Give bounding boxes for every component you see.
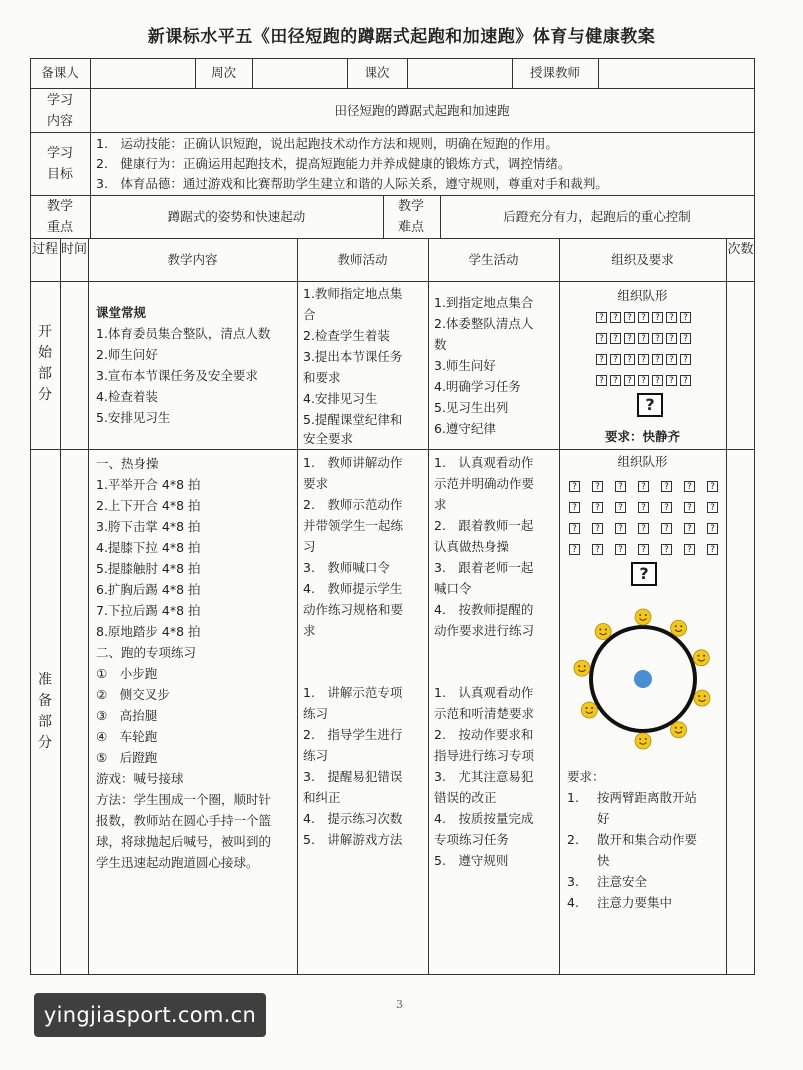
student-line: 1.到指定地点集合: [434, 295, 534, 310]
student-marker-icon: ?: [569, 544, 580, 555]
student-marker-icon: ?: [569, 502, 580, 513]
teacher-line: 练习: [303, 748, 329, 763]
student-line: 2. 按动作要求和: [434, 727, 534, 742]
col-count: 次数: [727, 242, 754, 257]
teacher-line: 求: [303, 623, 316, 638]
student-marker-icon: ?: [592, 481, 603, 492]
col-content: 教学内容: [167, 252, 218, 267]
student-marker-icon: ?: [624, 333, 635, 344]
student-marker-icon: ?: [638, 354, 649, 365]
student-line: 喊口令: [434, 581, 472, 596]
content-line: 报数，教师站在圆心手持一个篮: [96, 813, 272, 828]
teacher-marker-icon: ?: [637, 393, 663, 417]
student-marker-icon: ?: [596, 333, 607, 344]
student-marker-icon: ?: [638, 481, 649, 492]
requirements-label: 要求：: [567, 769, 605, 784]
student-marker-icon: ?: [615, 502, 626, 513]
content-label: 学习内容: [46, 93, 73, 129]
student-marker-icon: ?: [666, 333, 677, 344]
student-line: 4. 按教师提醒的: [434, 602, 534, 617]
student-line: 4.明确学习任务: [434, 379, 521, 394]
student-line: 5.见习生出列: [434, 400, 509, 415]
student-marker-icon: ?: [661, 481, 672, 492]
student-marker-icon: ?: [707, 502, 718, 513]
content-line: 1.体育委员集合整队，清点人数: [96, 326, 271, 341]
student-line: 4. 按质按量完成: [434, 811, 534, 826]
goal-item: 3. 体育品德：通过游戏和比赛帮助学生建立和谐的人际关系，遵守规则，尊重对手和裁判。: [96, 176, 608, 191]
document-title: 新课标水平五《田径短跑的蹲踞式起跑和加速跑》体育与健康教案: [147, 27, 656, 47]
content-line: 7.下拉后踢 4*8 拍: [96, 603, 201, 618]
teacher-line: 4. 教师提示学生: [303, 581, 403, 596]
start-section-label: 开始部分: [38, 324, 52, 403]
content-line: ① 小步跑: [96, 666, 158, 681]
student-line: 错误的改正: [434, 790, 497, 805]
week-label: 周次: [210, 65, 236, 80]
student-marker-icon: ?: [666, 354, 677, 365]
student-line: 示范并明确动作要: [434, 476, 535, 491]
student-marker-icon: ?: [684, 502, 695, 513]
teacher-line: 动作练习规格和要: [303, 602, 404, 617]
col-teacher: 教师活动: [337, 252, 388, 267]
smiley-student-icon: [671, 722, 687, 738]
org-title: 组织队形: [617, 454, 668, 469]
teacher-line: 5.提醒课堂纪律和: [303, 412, 403, 427]
preparer-label: 备课人: [41, 65, 79, 80]
teacher-line: 3.提出本节课任务: [303, 349, 403, 364]
teacher-line: 合: [303, 307, 316, 322]
teacher-line: 1. 讲解示范专项: [303, 685, 403, 700]
content-line: 3.胯下击掌 4*8 拍: [96, 519, 201, 534]
content-line: 学生迅速起动跑道圆心接球。: [96, 855, 259, 870]
col-time: 时间: [60, 242, 87, 257]
content-line: 二、跑的专项练习: [96, 645, 197, 660]
requirement-text: 好: [597, 811, 610, 826]
col-organization: 组织及要求: [611, 252, 674, 267]
requirement-number: 1.: [567, 790, 579, 805]
org-title: 组织队形: [617, 288, 668, 303]
student-marker-icon: ?: [652, 375, 663, 386]
teacher-marker-icon: ?: [631, 562, 657, 586]
teacher-line: 安全要求: [303, 431, 354, 446]
student-marker-icon: ?: [661, 544, 672, 555]
circle-formation-diagram: [568, 604, 718, 754]
student-marker-icon: ?: [638, 312, 649, 323]
student-marker-icon: ?: [615, 544, 626, 555]
key-point-label: 教学重点: [46, 199, 73, 235]
content-line: 5.安排见习生: [96, 410, 171, 425]
student-marker-icon: ?: [684, 544, 695, 555]
content-line: 8.原地踏步 4*8 拍: [96, 624, 201, 639]
teacher-line: 并带领学生一起练: [303, 518, 404, 533]
content-line: 2.师生问好: [96, 347, 158, 362]
student-marker-icon: ?: [707, 523, 718, 534]
content-line: 3.宣布本节课任务及安全要求: [96, 368, 258, 383]
student-marker-icon: ?: [610, 333, 621, 344]
student-marker-icon: ?: [680, 354, 691, 365]
teacher-line: 3. 教师喊口令: [303, 560, 390, 575]
student-marker-icon: ?: [569, 523, 580, 534]
teacher-label: 授课教师: [529, 65, 580, 80]
requirement-text: 散开和集合动作要: [597, 832, 698, 847]
student-line: 求: [434, 497, 447, 512]
student-marker-icon: ?: [638, 523, 649, 534]
student-marker-icon: ?: [652, 333, 663, 344]
teacher-line: 和纠正: [303, 790, 341, 805]
student-marker-icon: ?: [624, 375, 635, 386]
formation-row: [596, 305, 694, 323]
smiley-student-icon: [635, 609, 651, 625]
student-marker-icon: ?: [666, 312, 677, 323]
student-marker-icon: ?: [610, 354, 621, 365]
page-number: 3: [396, 998, 403, 1011]
teacher-line: 2. 教师示范动作: [303, 497, 403, 512]
content-line: ② 侧交叉步: [96, 687, 170, 702]
student-marker-icon: ?: [661, 502, 672, 513]
content-line: 4.提膝下拉 4*8 拍: [96, 540, 201, 555]
student-line: 专项练习任务: [434, 832, 510, 847]
student-marker-icon: ?: [652, 312, 663, 323]
teacher-line: 1.教师指定地点集: [303, 286, 403, 301]
teacher-line: 和要求: [303, 370, 341, 385]
student-marker-icon: ?: [638, 375, 649, 386]
requirement-number: 3.: [567, 874, 579, 889]
student-marker-icon: ?: [666, 375, 677, 386]
content-line: ④ 车轮跑: [96, 729, 158, 744]
student-marker-icon: ?: [661, 523, 672, 534]
smiley-student-icon: [693, 650, 709, 666]
student-line: 示范和听清楚要求: [434, 706, 535, 721]
content-line: 球，将球抛起后喊号，被叫到的: [96, 834, 272, 849]
content-line: 课堂常规: [96, 305, 147, 320]
formation-row: [596, 368, 694, 386]
student-marker-icon: ?: [638, 333, 649, 344]
student-marker-icon: ?: [624, 312, 635, 323]
smiley-student-icon: [595, 624, 611, 640]
watermark-badge: yingjiasport.com.cn: [34, 993, 266, 1037]
student-marker-icon: ?: [610, 375, 621, 386]
smiley-student-icon: [671, 620, 687, 636]
content-line: 1.平举开合 4*8 拍: [96, 477, 201, 492]
smiley-student-icon: [574, 660, 590, 676]
student-line: 6.遵守纪律: [434, 421, 496, 436]
difficulty-label: 教学难点: [397, 199, 424, 235]
requirement-text: 快: [597, 853, 610, 868]
requirement-number: 4.: [567, 895, 579, 910]
teacher-line: 练习: [303, 706, 329, 721]
teacher-line: 1. 教师讲解动作: [303, 455, 403, 470]
student-line: 动作要求进行练习: [434, 623, 535, 638]
student-line: 1. 认真观看动作: [434, 455, 534, 470]
student-marker-icon: ?: [680, 375, 691, 386]
formation-row: [596, 347, 694, 365]
goal-item: 2. 健康行为：正确运用起跑技术，提高短跑能力并养成健康的锻炼方式，调控情绪。: [96, 156, 571, 171]
student-marker-icon: ?: [707, 481, 718, 492]
student-marker-icon: ?: [684, 523, 695, 534]
content-line: 游戏：喊号接球: [96, 771, 184, 786]
content-line: 5.提膝触肘 4*8 拍: [96, 561, 201, 576]
formation-row: [569, 495, 730, 513]
teacher-line: 2.检查学生着装: [303, 328, 390, 343]
student-marker-icon: ?: [596, 354, 607, 365]
student-marker-icon: ?: [569, 481, 580, 492]
student-line: 指导进行练习专项: [434, 748, 535, 763]
student-line: 3. 尤其注意易犯: [434, 769, 534, 784]
student-marker-icon: ?: [707, 544, 718, 555]
student-marker-icon: ?: [610, 312, 621, 323]
smiley-student-icon: [635, 733, 651, 749]
requirement-text: 注意力要集中: [597, 895, 673, 910]
student-line: 1. 认真观看动作: [434, 685, 534, 700]
difficulty-value: 后蹬充分有力，起跑后的重心控制: [503, 209, 691, 224]
student-marker-icon: ?: [680, 312, 691, 323]
goals-label: 学习目标: [46, 146, 73, 182]
student-marker-icon: ?: [615, 481, 626, 492]
content-line: 4.检查着装: [96, 389, 158, 404]
teacher-line: 2. 指导学生进行: [303, 727, 403, 742]
student-line: 数: [434, 337, 447, 352]
student-line: 3. 跟着老师一起: [434, 560, 534, 575]
student-line: 认真做热身操: [434, 539, 510, 554]
requirement-text: 按两臂距离散开站: [597, 790, 698, 805]
student-marker-icon: ?: [592, 544, 603, 555]
prep-section-label: 准备部分: [38, 672, 52, 751]
requirement-number: 2.: [567, 832, 579, 847]
content-line: 方法：学生围成一个圈，顺时针: [96, 792, 272, 807]
formation-row: [569, 516, 730, 534]
student-marker-icon: ?: [592, 523, 603, 534]
ball-icon: [634, 670, 652, 688]
content-line: ③ 高抬腿: [96, 708, 158, 723]
student-marker-icon: ?: [592, 502, 603, 513]
student-marker-icon: ?: [684, 481, 695, 492]
student-marker-icon: ?: [652, 354, 663, 365]
col-student: 学生活动: [468, 252, 519, 267]
teacher-line: 3. 提醒易犯错误: [303, 769, 403, 784]
key-point-value: 蹲踞式的姿势和快速起动: [167, 209, 306, 224]
student-line: 5. 遵守规则: [434, 853, 509, 868]
col-process: 过程: [31, 242, 58, 257]
teacher-line: 4. 提示练习次数: [303, 811, 403, 826]
teacher-line: 5. 讲解游戏方法: [303, 832, 403, 847]
formation-row: [596, 326, 694, 344]
content-line: 一、热身操: [96, 456, 159, 471]
content-line: 6.扩胸后踢 4*8 拍: [96, 582, 201, 597]
student-marker-icon: ?: [596, 312, 607, 323]
org-requirement: 要求：快静齐: [604, 429, 680, 444]
student-line: 2. 跟着教师一起: [434, 518, 534, 533]
student-marker-icon: ?: [615, 523, 626, 534]
smiley-student-icon: [694, 690, 710, 706]
teacher-line: 要求: [303, 476, 329, 491]
student-line: 2.体委整队清点人: [434, 316, 534, 331]
student-line: 3.师生问好: [434, 358, 496, 373]
student-marker-icon: ?: [624, 354, 635, 365]
goal-item: 1. 运动技能：正确认识短跑，说出起跑技术动作方法和规则，明确在短跑的作用。: [96, 136, 558, 151]
student-marker-icon: ?: [638, 502, 649, 513]
teacher-line: 4.安排见习生: [303, 391, 378, 406]
content-line: ⑤ 后蹬跑: [96, 750, 158, 765]
content-line: 2.上下开合 4*8 拍: [96, 498, 201, 513]
student-marker-icon: ?: [680, 333, 691, 344]
content-value: 田径短跑的蹲踞式起跑和加速跑: [334, 103, 510, 118]
student-marker-icon: ?: [638, 544, 649, 555]
formation-row: [569, 537, 730, 555]
teacher-line: 习: [303, 539, 316, 554]
student-marker-icon: ?: [596, 375, 607, 386]
smiley-student-icon: [581, 702, 597, 718]
requirement-text: 注意安全: [597, 874, 648, 889]
lesson-label: 课次: [364, 65, 390, 80]
formation-row: [569, 474, 730, 492]
